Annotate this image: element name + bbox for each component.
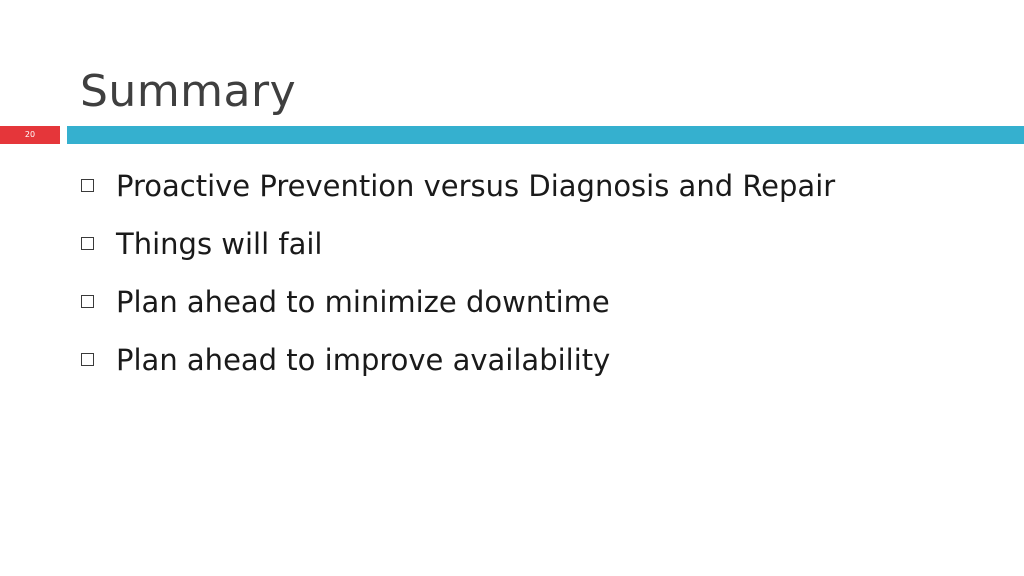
- slide-number: 20: [24, 130, 36, 139]
- square-outline-icon: [81, 237, 94, 250]
- square-outline-icon: [81, 295, 94, 308]
- square-outline-icon: [81, 179, 94, 192]
- bullet-text: Plan ahead to improve availability: [116, 343, 611, 377]
- slide-title: Summary: [80, 66, 297, 117]
- bullet-text: Proactive Prevention versus Diagnosis and Repair: [116, 169, 836, 203]
- bullet-text: Plan ahead to minimize downtime: [116, 285, 610, 319]
- bullet-text: Things will fail: [116, 227, 323, 261]
- slide-number-badge: [0, 126, 60, 144]
- square-outline-icon: [81, 353, 94, 366]
- title-divider-bar: [67, 126, 1024, 144]
